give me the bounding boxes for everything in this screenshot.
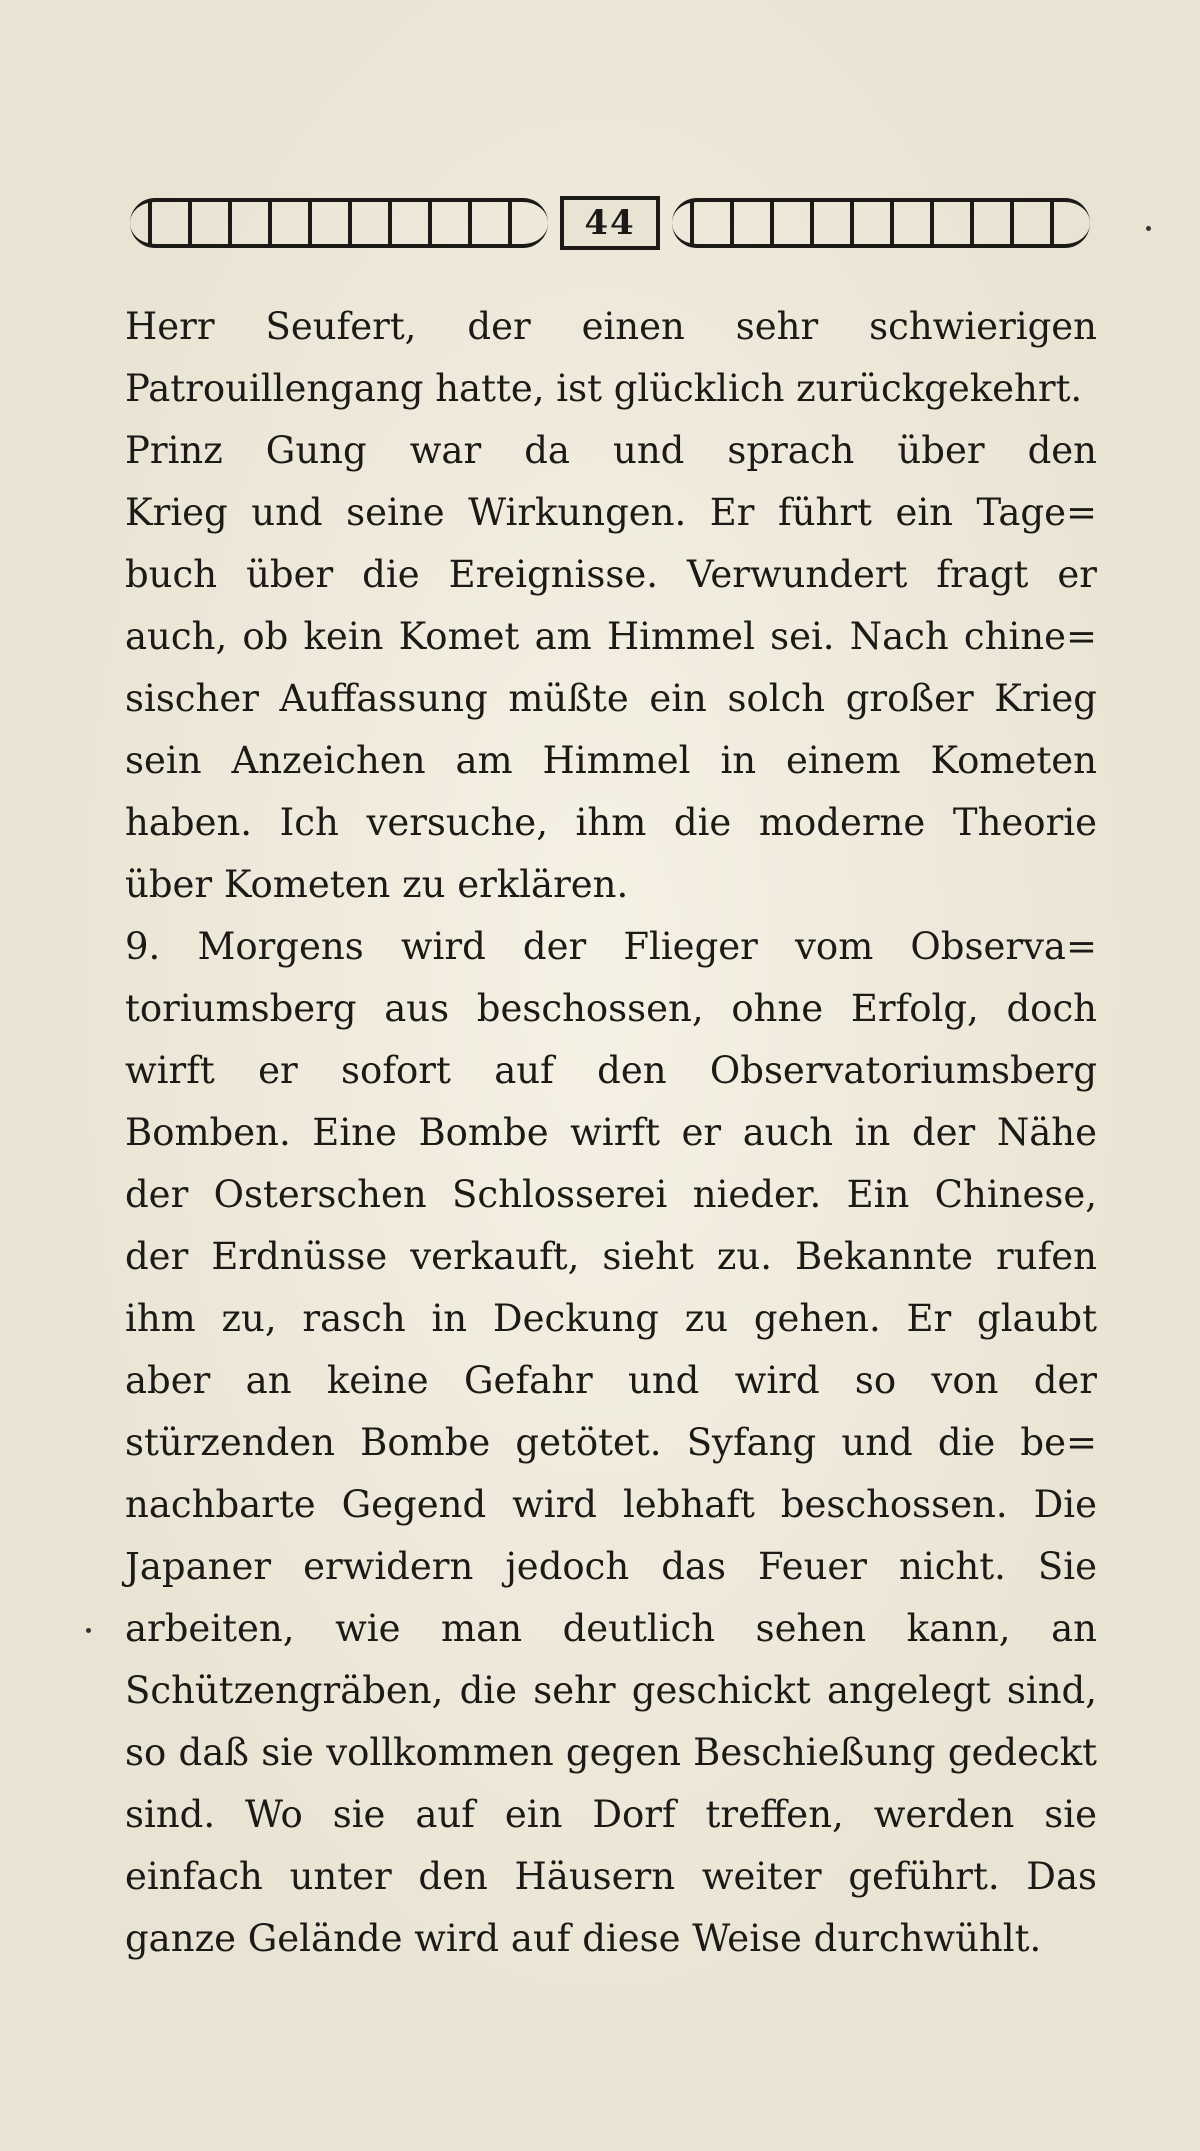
body-text bbox=[125, 296, 1097, 1970]
text-line: der Erdnüsse verkauft, sieht zu. Bekannte rufen bbox=[125, 1235, 1097, 1278]
text-line: Patrouillengang hatte, ist glücklich zurückgekehrt. bbox=[125, 367, 1083, 410]
text-line: Bomben. Eine Bombe wirft er auch in der Nähe bbox=[125, 1111, 1097, 1154]
text-line: Japaner erwidern jedoch das Feuer nicht. Sie bbox=[125, 1545, 1097, 1588]
text-line: über Kometen zu erklären. bbox=[125, 863, 629, 906]
text-line: auch, ob kein Komet am Himmel sei. Nach chine= bbox=[125, 615, 1097, 658]
right-ornament-band bbox=[672, 198, 1090, 248]
page-header bbox=[130, 192, 1090, 254]
text-line: so daß sie vollkommen gegen Beschießung gedeckt bbox=[125, 1731, 1097, 1774]
text-line: ganze Gelände wird auf diese Weise durchwühlt. bbox=[125, 1917, 1042, 1960]
text-line: Herr Seufert, der einen sehr schwierigen bbox=[125, 305, 1097, 348]
left-ornament-band bbox=[130, 198, 548, 248]
text-line: arbeiten, wie man deutlich sehen kann, an bbox=[125, 1607, 1097, 1650]
text-line: Krieg und seine Wirkungen. Er führt ein Tage= bbox=[125, 491, 1097, 534]
text-line: haben. Ich versuche, ihm die moderne Theorie bbox=[125, 801, 1097, 844]
text-line: sein Anzeichen am Himmel in einem Kometen bbox=[125, 739, 1097, 782]
text-line: sind. Wo sie auf ein Dorf treffen, werden sie bbox=[125, 1793, 1097, 1836]
text-line: ihm zu, rasch in Deckung zu gehen. Er glaubt bbox=[125, 1297, 1097, 1340]
text-line: einfach unter den Häusern weiter geführt. Das bbox=[125, 1855, 1097, 1898]
text-line: Schützengräben, die sehr geschickt angelegt sind, bbox=[125, 1669, 1097, 1712]
text-line: der Osterschen Schlosserei nieder. Ein Chinese, bbox=[125, 1173, 1097, 1216]
page-number: 44 bbox=[560, 196, 660, 250]
text-line: aber an keine Gefahr und wird so von der bbox=[125, 1359, 1097, 1402]
text-line: 9. Morgens wird der Flieger vom Observa= bbox=[125, 925, 1097, 968]
text-line: nachbarte Gegend wird lebhaft beschossen. Die bbox=[125, 1483, 1097, 1526]
text-line: toriumsberg aus beschossen, ohne Erfolg, doch bbox=[125, 987, 1097, 1030]
paper-speck bbox=[86, 1628, 91, 1633]
text-line: buch über die Ereignisse. Verwundert fragt er bbox=[125, 553, 1097, 596]
paper-speck bbox=[1146, 226, 1151, 231]
text-line: wirft er sofort auf den Observatoriumsberg bbox=[125, 1049, 1097, 1092]
text-line: Prinz Gung war da und sprach über den bbox=[125, 429, 1097, 472]
text-line: sischer Auffassung müßte ein solch großer Krieg bbox=[125, 677, 1097, 720]
text-line: stürzenden Bombe getötet. Syfang und die be= bbox=[125, 1421, 1097, 1464]
